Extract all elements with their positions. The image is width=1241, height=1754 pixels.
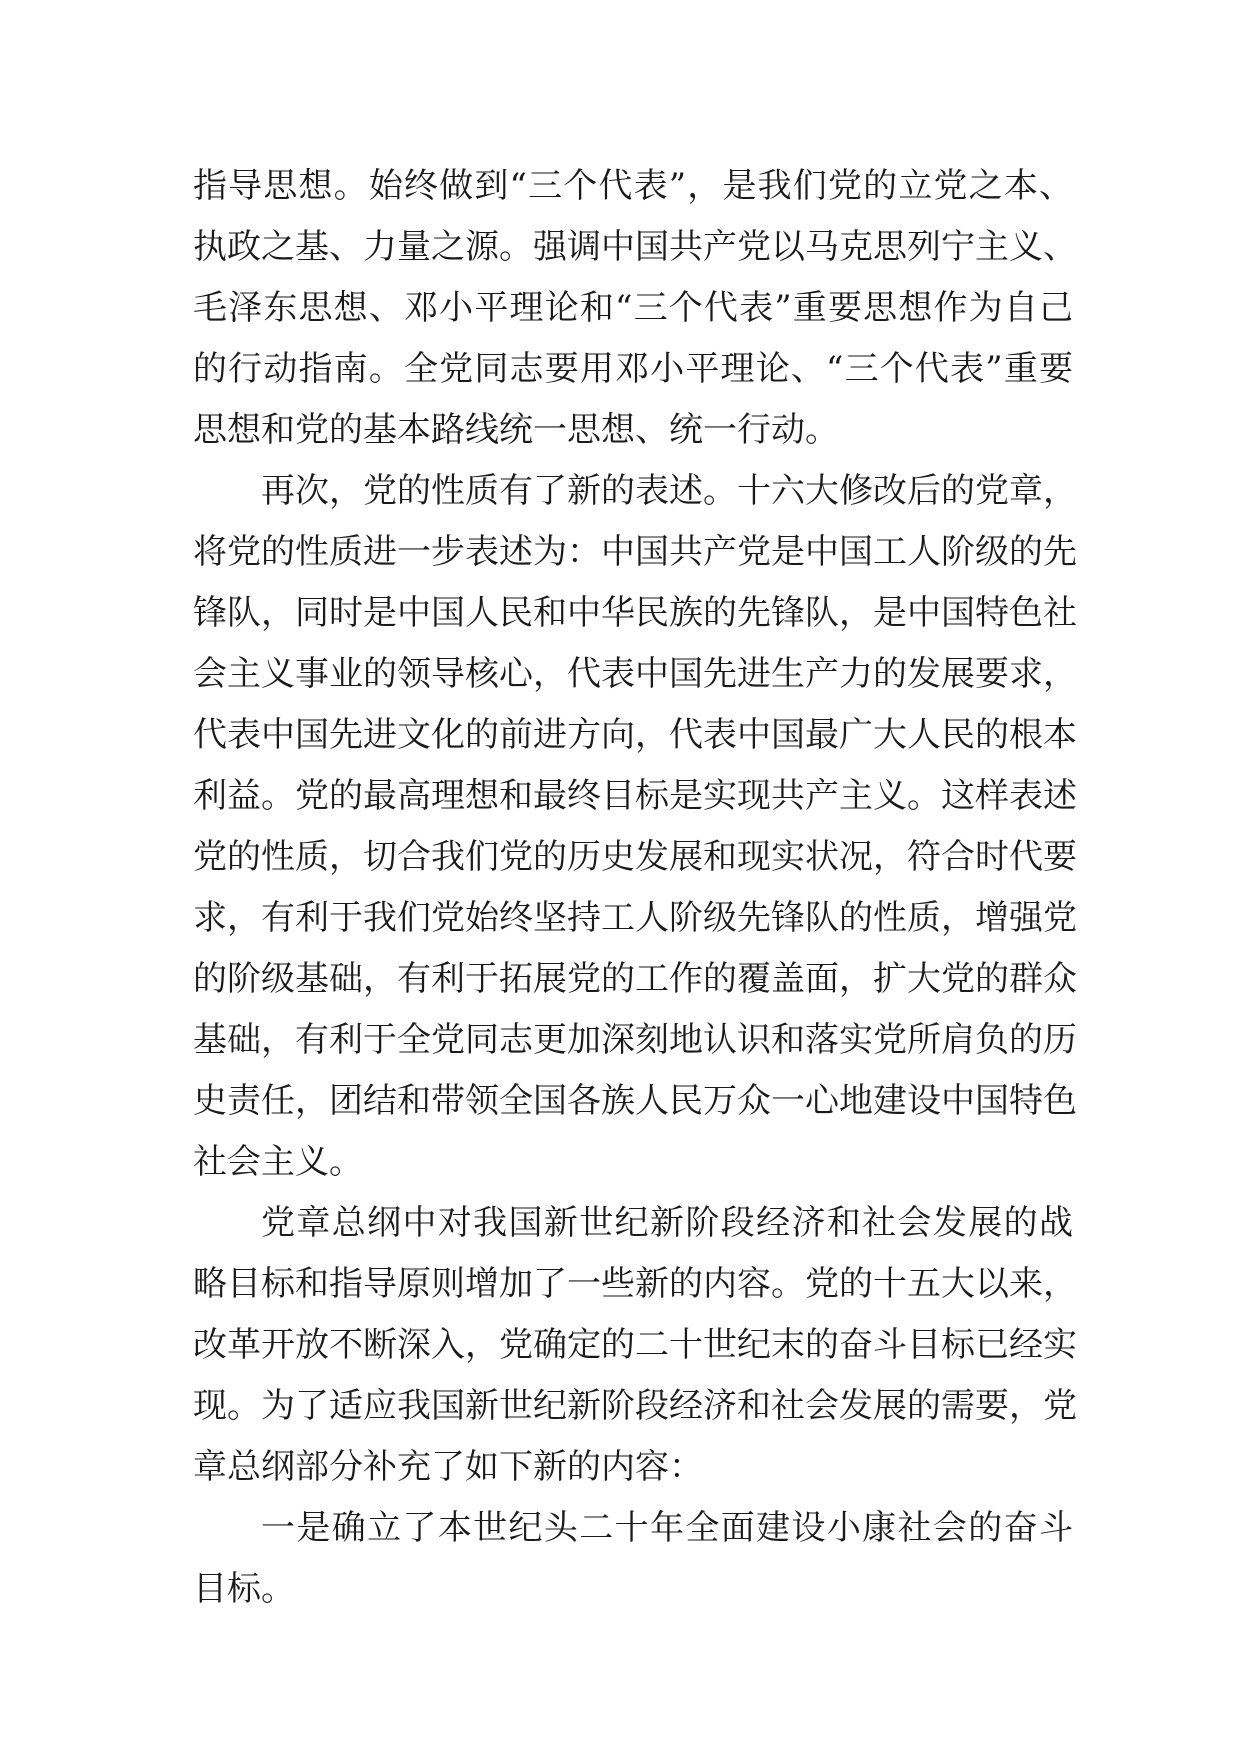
text-line: 一是确立了本世纪头二十年全面建设小康社会的奋斗 [261,1508,1073,1548]
text-line: 史责任，团结和带领全国各族人民万众一心地建设中国特色 [193,1081,1077,1121]
text-line: 的阶级基础，有利于拓展党的工作的覆盖面，扩大党的群众 [193,959,1077,999]
text-line: 略目标和指导原则增加了一些新的内容。党的十五大以来， [193,1264,1077,1304]
text-line: 基础，有利于全党同志更加深刻地认识和落实党所肩负的历 [193,1020,1077,1060]
text-line: 将党的性质进一步表述为：中国共产党是中国工人阶级的先 [193,532,1077,572]
text-line: 改革开放不断深入，党确定的二十世纪末的奋斗目标已经实 [193,1325,1077,1365]
text-line: 思想和党的基本路线统一思想、统一行动。 [193,410,839,450]
text-line: 目标。 [193,1569,295,1609]
text-line: 党的性质，切合我们党的历史发展和现实状况，符合时代要 [193,837,1077,877]
text-line: 利益。党的最高理想和最终目标是实现共产主义。这样表述 [193,776,1077,816]
text-line: 毛泽东思想、邓小平理论和“三个代表”重要思想作为自己 [193,288,1073,328]
text-line: 会主义事业的领导核心，代表中国先进生产力的发展要求， [193,654,1077,694]
text-line: 再次，党的性质有了新的表述。十六大修改后的党章， [261,471,1077,511]
text-line: 社会主义。 [193,1142,363,1182]
text-line: 章总纲部分补充了如下新的内容： [193,1447,703,1487]
text-line: 锋队，同时是中国人民和中华民族的先锋队，是中国特色社 [193,593,1077,633]
text-line: 的行动指南。全党同志要用邓小平理论、“三个代表”重要 [193,349,1073,389]
text-line: 执政之基、力量之源。强调中国共产党以马克思列宁主义、 [193,227,1077,267]
text-line: 代表中国先进文化的前进方向，代表中国最广大人民的根本 [193,715,1077,755]
text-line: 现。为了适应我国新世纪新阶段经济和社会发展的需要，党 [193,1386,1077,1426]
body-text [193,156,1077,1620]
text-line: 党章总纲中对我国新世纪新阶段经济和社会发展的战 [261,1203,1073,1243]
text-line: 求，有利于我们党始终坚持工人阶级先锋队的性质，增强党 [193,898,1077,938]
text-line: 指导思想。始终做到“三个代表”，是我们党的立党之本、 [193,166,1073,206]
